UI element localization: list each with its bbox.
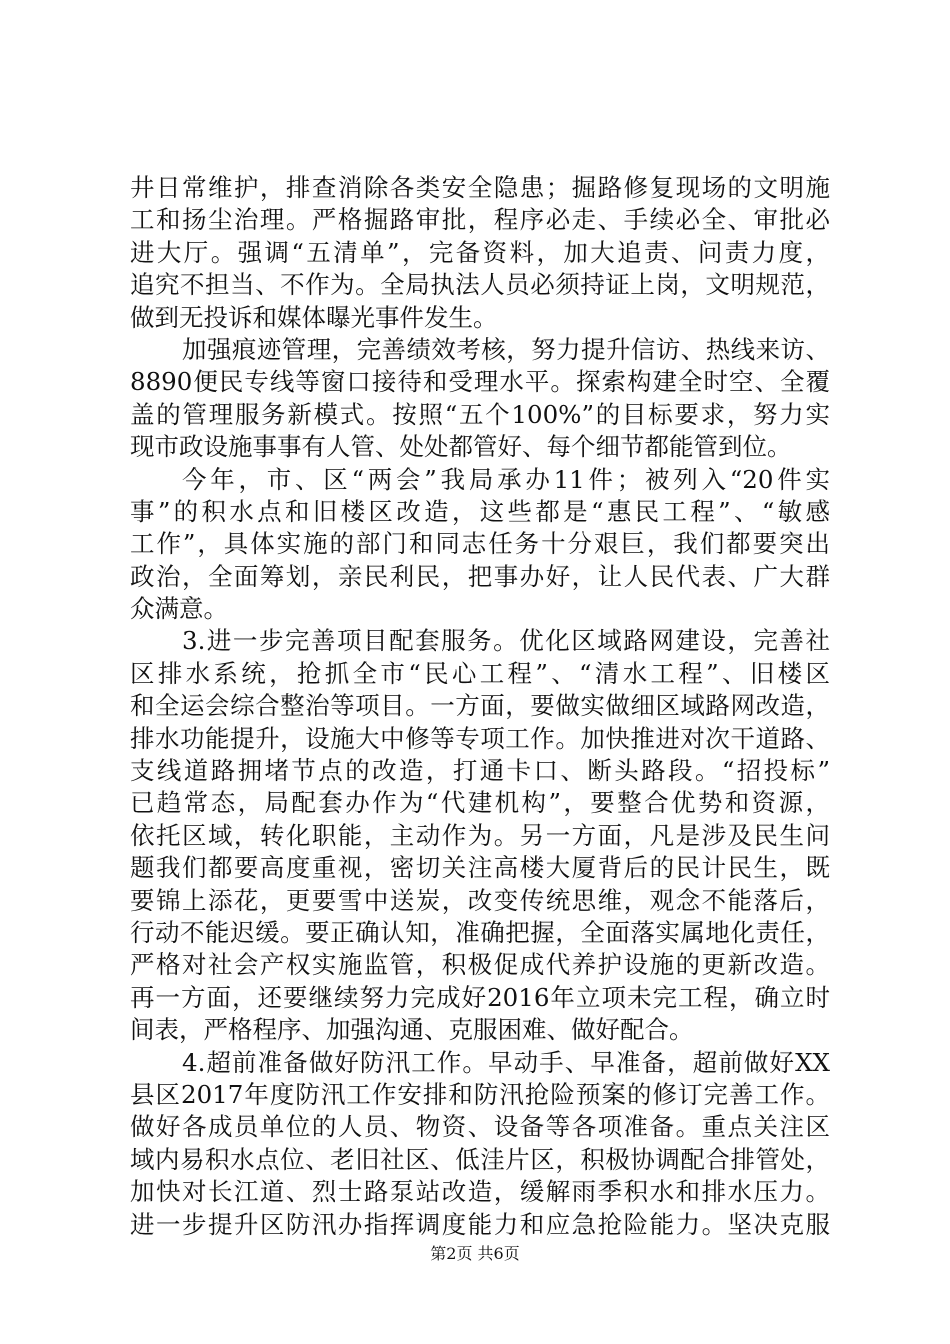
text-line: 4.超前准备做好防汛工作。早动手、早准备，超前做好XX xyxy=(182,1047,830,1077)
text-line: 进大厅。强调“五清单”，完备资料，加大追责、问责力度， xyxy=(130,237,830,267)
text-line: 井日常维护，排查消除各类安全隐患；掘路修复现场的文明施 xyxy=(130,173,830,202)
text-line: 做好各成员单位的人员、物资、设备等各项准备。重点关注区 xyxy=(130,1112,830,1142)
text-line: 再一方面，还要继续努力完成好2016年立项未完工程，确立时 xyxy=(130,982,830,1012)
text-line: 行动不能迟缓。要正确认知，准确把握，全面落实属地化责任， xyxy=(130,917,830,947)
text-line: 工作”，具体实施的部门和同志任务十分艰巨，我们都要突出 xyxy=(130,529,830,559)
text-line: 加快对长江道、烈士路泵站改造，缓解雨季积水和排水压力。 xyxy=(130,1177,830,1207)
text-line: 加强痕迹管理，完善绩效考核，努力提升信访、热线来访、 xyxy=(182,334,830,364)
text-line: 事”的积水点和旧楼区改造，这些都是“惠民工程”、“敏感 xyxy=(130,496,830,526)
text-line: 8890便民专线等窗口接待和受理水平。探索构建全时空、全覆 xyxy=(130,367,830,397)
text-line: 域内易积水点位、老旧社区、低洼片区，积极协调配合排管处， xyxy=(130,1144,830,1174)
text-line: 支线道路拥堵节点的改造，打通卡口、断头路段。“招投标” xyxy=(130,756,830,786)
text-line: 要锦上添花，更要雪中送炭，改变传统思维，观念不能落后， xyxy=(130,885,830,915)
text-line: 排水功能提升，设施大中修等专项工作。加快推进对次干道路、 xyxy=(130,723,830,753)
body-text xyxy=(130,172,830,1241)
text-line: 间表，严格程序、加强沟通、克服困难、做好配合。 xyxy=(130,1015,694,1045)
text-line: 做到无投诉和媒体曝光事件发生。 xyxy=(130,302,498,332)
text-line: 和全运会综合整治等项目。一方面，要做实做细区域路网改造， xyxy=(130,691,830,721)
text-line: 追究不担当、不作为。全局执法人员必须持证上岗，文明规范， xyxy=(130,270,830,300)
text-line: 已趋常态，局配套办作为“代建机构”，要整合优势和资源， xyxy=(130,788,830,818)
text-line: 严格对社会产权实施监管，积极促成代养护设施的更新改造。 xyxy=(130,950,830,980)
text-line: 县区2017年度防汛工作安排和防汛抢险预案的修订完善工作。 xyxy=(130,1079,830,1109)
text-line: 进一步提升区防汛办指挥调度能力和应急抢险能力。坚决克服 xyxy=(130,1209,830,1239)
text-line: 区排水系统，抢抓全市“民心工程”、“清水工程”、旧楼区 xyxy=(130,658,830,688)
text-line: 依托区域，转化职能，主动作为。另一方面，凡是涉及民生问 xyxy=(130,820,830,850)
text-line: 题我们都要高度重视，密切关注高楼大厦背后的民计民生，既 xyxy=(130,853,830,883)
text-line: 今年，市、区“两会”我局承办11件；被列入“20件实 xyxy=(182,464,830,494)
text-line: 3.进一步完善项目配套服务。优化区域路网建设，完善社 xyxy=(182,626,830,656)
text-line: 现市政设施事事有人管、处处都管好、每个细节都能管到位。 xyxy=(130,432,792,462)
page-footer: 第2页 共6页 xyxy=(430,1244,520,1263)
text-line: 工和扬尘治理。严格掘路审批，程序必走、手续必全、审批必 xyxy=(130,205,830,235)
text-line: 众满意。 xyxy=(130,594,228,624)
text-line: 盖的管理服务新模式。按照“五个100%”的目标要求，努力实 xyxy=(130,399,830,429)
text-line: 政治，全面筹划，亲民利民，把事办好，让人民代表、广大群 xyxy=(130,561,830,591)
